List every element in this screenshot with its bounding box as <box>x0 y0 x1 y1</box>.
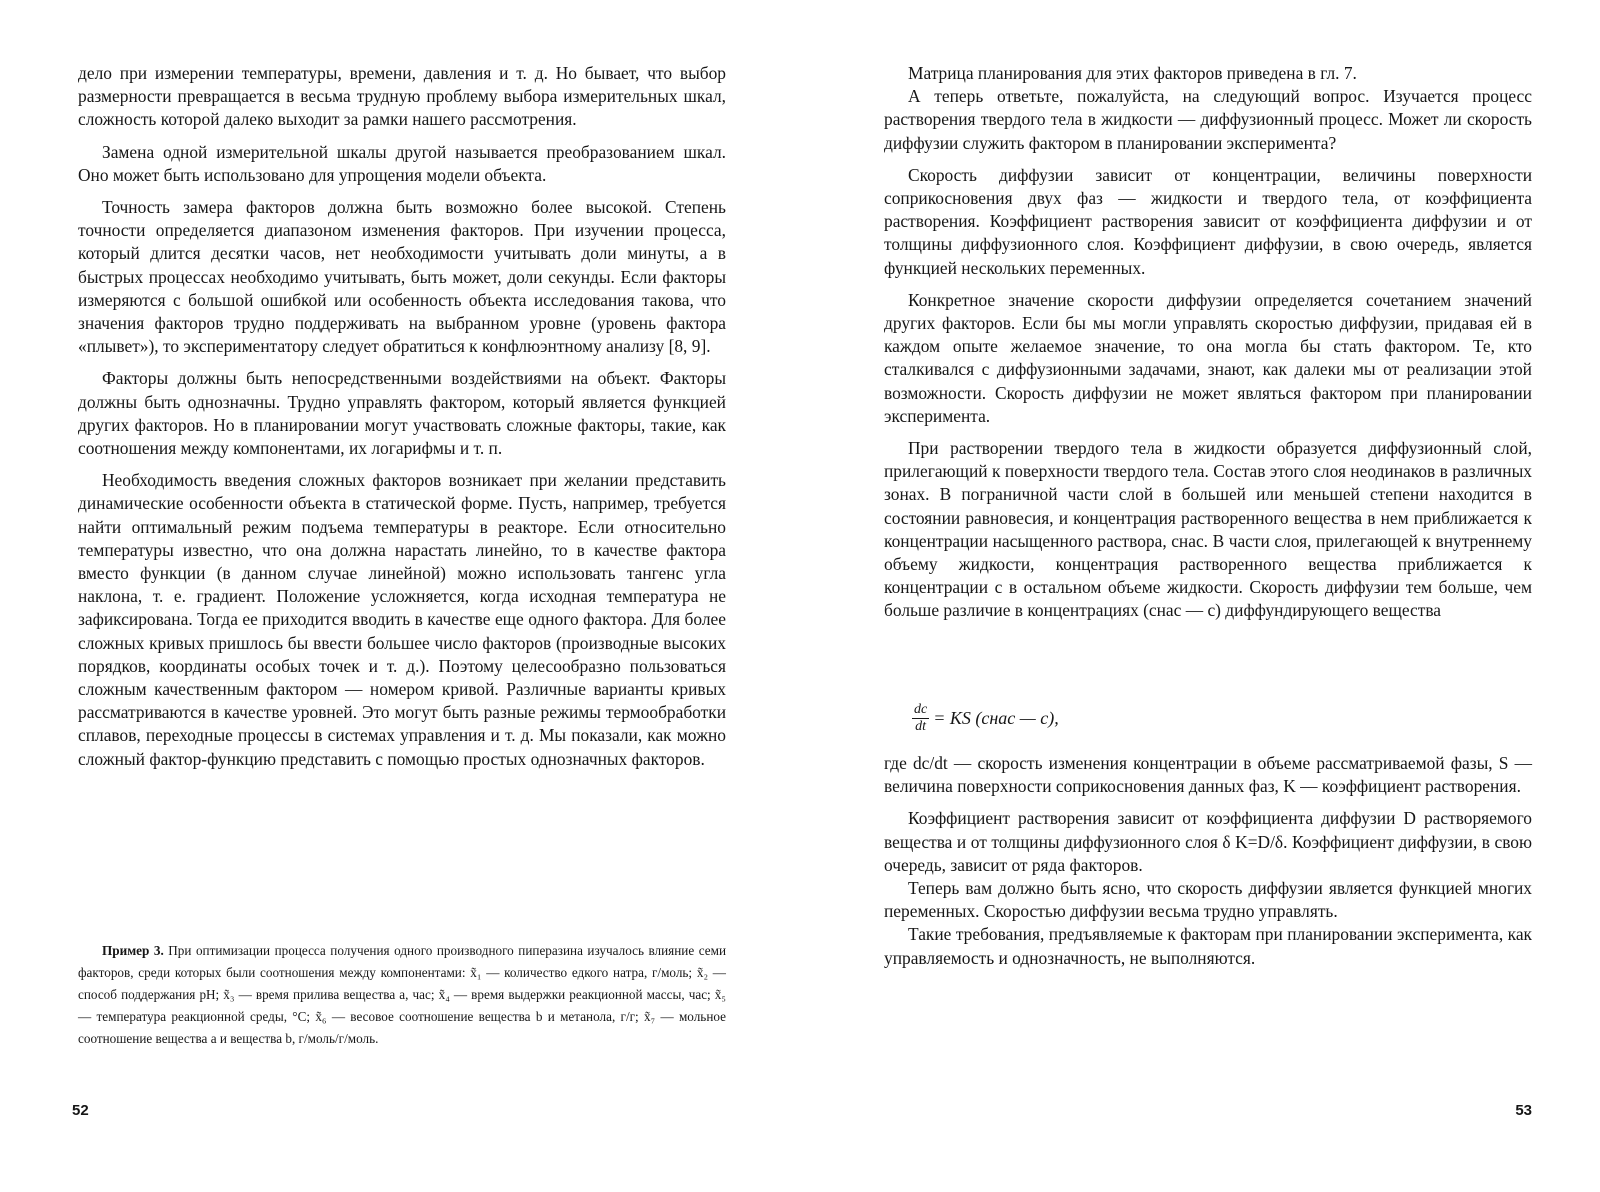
left-page <box>72 0 726 1192</box>
paragraph: Необходимость введения сложных факторов возникает при желании представить динамические особенности объекта в статической форме. Пусть, например, требуется найти оптимальный режим подъема температуры в реакторе. Если относительно температуры известно, что она должна нарастать линейно, то в качестве фактора вместо функции (в данном случае линейной) можно использовать тангенс угла наклона, т. е. градиент. Положение усложняется, когда исходная температура не зафиксирована. Тогда ее приходится вводить в качестве еще одного фактора. Для более сложных кривых пришлось бы ввести большее число факторов (производные высоких порядков, координаты особых точек и т. д.). Поэтому целесообразно пользоваться сложным качественным фактором — номером кривой. Различные варианты кривых рассматриваются в качестве уровней. Это могут быть разные режимы термообработки сплавов, переходные процессы в системах управления и т. д. Мы показали, как можно сложный фактор-функцию представить с помощью простых однозначных факторов. <box>78 470 726 769</box>
paragraph: Матрица планирования для этих факторов приведена в гл. 7. <box>908 63 1357 83</box>
paragraph: Скорость диффузии зависит от концентрации, величины поверхности соприкосновения двух фаз — жидкости и твердого тела, от коэффициента растворения. Коэффициент растворения зависит от коэффициента диффузии и от толщины диффузионного слоя. Коэффициент диффузии, в свою очередь, является функцией нескольких переменных. <box>884 164 1532 278</box>
example-label: Пример 3. <box>102 943 164 958</box>
diffusion-formula <box>912 702 1059 735</box>
paragraph: Факторы должны быть непосредственными воздействиями на объект. Факторы должны быть однозначны. Трудно управлять фактором, который является функцией других факторов. Но в планировании могут участвовать сложные факторы, такие, как соотношения между компонентами, их логарифмы и т. п. <box>78 368 726 459</box>
example-block <box>78 940 726 1050</box>
formula-numerator: dc <box>914 702 928 717</box>
formula-rhs: = KS (cнас — c), <box>933 708 1059 728</box>
page-number-right: 53 <box>1515 1102 1532 1119</box>
formula-fraction <box>912 702 929 735</box>
example-text: При оптимизации процесса получения одного производного пиперазина изучалось влияние семи факторов, среди которых были соотношения между компонентами: x̃₁ — количество едкого натра, г/моль; x̃₂ — способ поддержания pH; x̃₃ — время прилива вещества a, час; x̃₄ — время выдержки реакционной массы, час; x̃₅ — температура реакционной среды, °C; x̃₆ — весовое соотношение вещества b и метанола, г/г; x̃₇ — мольное соотношение вещества a и вещества b, г/моль/г/моль. <box>78 943 726 1046</box>
formula-denominator: dt <box>915 719 927 734</box>
paragraph: Точность замера факторов должна быть возможно более высокой. Степень точности определяется диапазоном изменения факторов. При изучении процесса, который длится десятки часов, нет необходимости учитывать доли минуты, а в быстрых процессах необходимо учитывать, быть может, доли секунды. Если факторы измеряются с большой ошибкой или особенность объекта исследования такова, что значения факторов трудно поддерживать на выбранном уровне (уровень фактора «плывет»), то экспериментатору следует обратиться к конфлюэнтному анализу [8, 9]. <box>78 197 726 357</box>
paragraph: Конкретное значение скорости диффузии определяется сочетанием значений других факторов. Если бы мы могли управлять скоростью диффузии, придавая ей в каждом опыте желаемое значение, то она могла бы стать фактором. Те, кто сталкивался с диффузионными задачами, знают, как далеки мы от реализации этой возможности. Скорость диффузии не может являться фактором при планировании эксперимента. <box>884 289 1532 426</box>
paragraph: дело при измерении температуры, времени, давления и т. д. Но бывает, что выбор размерности превращается в весьма трудную проблему выбора измерительных шкал, сложность которой далеко выходит за рамки нашего рассмотрения. <box>78 63 726 130</box>
left-page-text <box>78 62 726 771</box>
right-page <box>884 0 1532 1192</box>
paragraph: Такие требования, предъявляемые к факторам при планировании эксперимента, как управляемость и однозначность, не выполняются. <box>884 924 1532 968</box>
paragraph: Теперь вам должно быть ясно, что скорость диффузии является функцией многих переменных. Скоростью диффузии весьма трудно управлять. <box>884 878 1532 922</box>
paragraph: А теперь ответьте, пожалуйста, на следующий вопрос. Изучается процесс растворения твердого тела в жидкости — диффузионный процесс. Может ли скорость диффузии служить фактором в планировании эксперимента? <box>884 86 1532 153</box>
paragraph: где dc/dt — скорость изменения концентрации в объеме рассматриваемой фазы, S — величина поверхности соприкосновения данных фаз, K — коэффициент растворения. <box>884 753 1532 797</box>
page-number-left: 52 <box>72 1102 89 1119</box>
right-page-text-top <box>884 62 1532 623</box>
paragraph: Замена одной измерительной шкалы другой называется преобразованием шкал. Оно может быть использовано для упрощения модели объекта. <box>78 141 726 185</box>
paragraph: При растворении твердого тела в жидкости образуется диффузионный слой, прилегающий к поверхности твердого тела. Состав этого слоя неодинаков в различных зонах. В пограничной части слой в большей или меньшей степени находится в состоянии равновесия, и концентрация растворенного вещества в нем приближается к концентрации насыщенного раствора, cнас. В части слоя, прилегающей к внутреннему объему жидкости, концентрация растворенного вещества приближается к концентрации c в остальном объеме жидкости. Скорость диффузии тем больше, чем больше различие в концентрациях (cнас — c) диффундирующего вещества <box>884 438 1532 621</box>
right-page-text-bottom <box>884 752 1532 970</box>
paragraph: Коэффициент растворения зависит от коэффициента диффузии D растворяемого вещества и от толщины диффузионного слоя δ K=D/δ. Коэффициент диффузии, в свою очередь, зависит от ряда факторов. <box>884 808 1532 875</box>
